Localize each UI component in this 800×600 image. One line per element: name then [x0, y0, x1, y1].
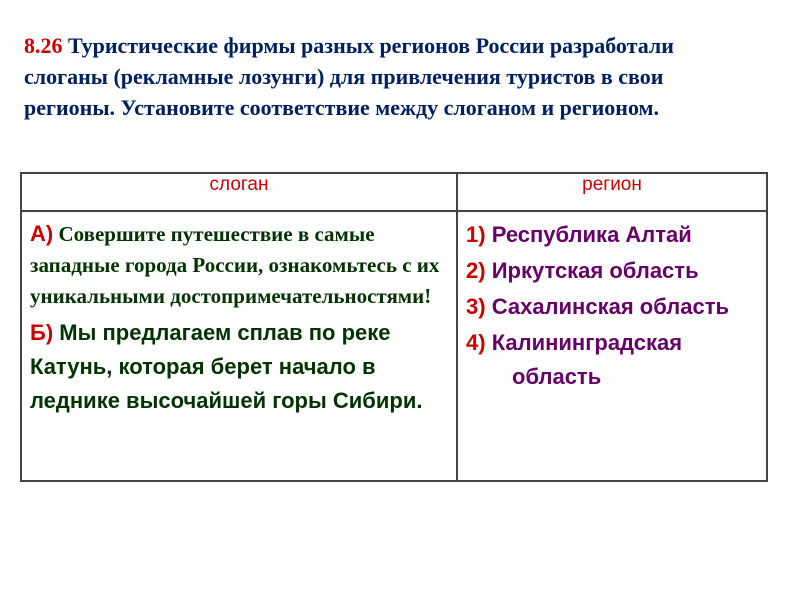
slogan-text: Мы предлагаем сплав по реке Катунь, которая берет начало в леднике высочайшей горы Сибири. — [30, 320, 423, 413]
slogan-item-b — [30, 316, 448, 418]
region-text: Сахалинская область — [491, 294, 729, 319]
table-header-row — [21, 173, 767, 211]
slogan-item-a — [30, 218, 448, 312]
header-slogan: слоган — [21, 173, 457, 211]
region-item-3 — [466, 290, 758, 324]
region-number: 1) — [466, 222, 486, 247]
region-number: 3) — [466, 294, 486, 319]
region-item-2 — [466, 254, 758, 288]
task-text: Туристические фирмы разных регионов России разработали слоганы (рекламные лозунги) для привлечения туристов в свои регионы. Установите соответствие между слоганом и регионом. — [24, 33, 674, 120]
slogan-text: Совершите путешествие в самые западные города России, ознакомьтесь с их уникальными достопримечательностями! — [30, 222, 440, 308]
table-body-row — [21, 211, 767, 481]
slogan-letter: А) — [30, 221, 54, 246]
region-item-1 — [466, 218, 758, 252]
task-number: 8.26 — [24, 33, 63, 58]
header-region: регион — [457, 173, 767, 211]
region-number: 2) — [466, 258, 486, 283]
task-statement — [24, 30, 724, 123]
region-item-4 — [466, 326, 758, 394]
matching-table — [20, 172, 768, 482]
region-number: 4) — [466, 330, 486, 355]
slogans-cell — [21, 211, 457, 481]
region-text: Калининградская область — [491, 330, 683, 389]
regions-cell — [457, 211, 767, 481]
region-text: Иркутская область — [491, 258, 699, 283]
slogan-letter: Б) — [30, 320, 54, 345]
region-text: Республика Алтай — [491, 222, 692, 247]
